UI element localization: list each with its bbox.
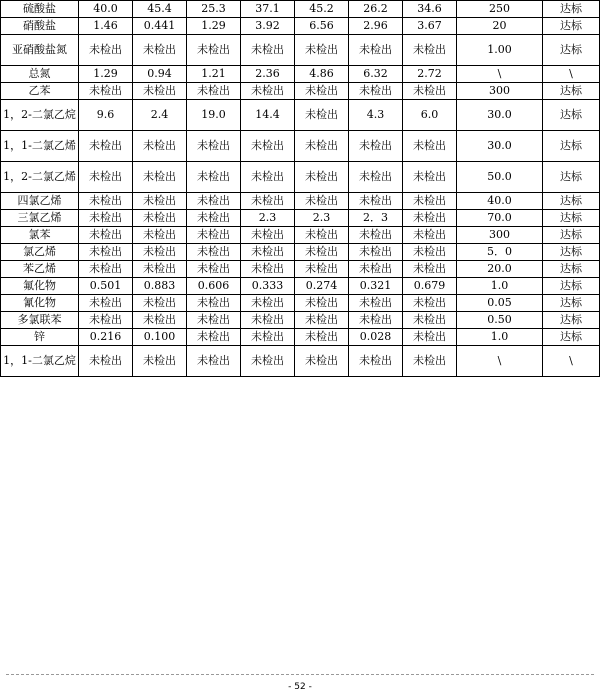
assessment-cell: 达标 <box>543 1 600 18</box>
measured-value-cell: 未检出 <box>133 312 187 329</box>
measured-value-cell: 0.321 <box>349 278 403 295</box>
measured-value-cell: 未检出 <box>349 131 403 162</box>
measured-value-cell: 未检出 <box>295 100 349 131</box>
measured-value-cell: 0.606 <box>187 278 241 295</box>
table-row <box>1 312 600 329</box>
table-row <box>1 346 600 377</box>
assessment-cell: \ <box>543 346 600 377</box>
measured-value-cell: 未检出 <box>133 244 187 261</box>
measured-value-cell: 未检出 <box>349 346 403 377</box>
measured-value-cell: 未检出 <box>79 210 133 227</box>
pollutant-name-cell: 总氮 <box>1 66 79 83</box>
measured-value-cell: 未检出 <box>403 261 457 278</box>
pollutant-name-cell: 氟化物 <box>1 278 79 295</box>
pollutant-name-cell: 硝酸盐 <box>1 18 79 35</box>
measured-value-cell: 未检出 <box>295 193 349 210</box>
assessment-cell: 达标 <box>543 193 600 210</box>
measured-value-cell: 34.6 <box>403 1 457 18</box>
assessment-cell: 达标 <box>543 35 600 66</box>
pollutant-name-cell: 1，2-二氯乙烯 <box>1 162 79 193</box>
measured-value-cell: 未检出 <box>295 227 349 244</box>
standard-limit-cell: 20 <box>457 18 543 35</box>
measured-value-cell: 未检出 <box>133 295 187 312</box>
standard-limit-cell: 0.05 <box>457 295 543 312</box>
measured-value-cell: 未检出 <box>79 295 133 312</box>
measured-value-cell: 3.92 <box>241 18 295 35</box>
measured-value-cell: 25.3 <box>187 1 241 18</box>
measured-value-cell: 2.3 <box>241 210 295 227</box>
table-row <box>1 83 600 100</box>
measured-value-cell: 未检出 <box>295 312 349 329</box>
measured-value-cell: 未检出 <box>79 244 133 261</box>
standard-limit-cell: 50.0 <box>457 162 543 193</box>
measured-value-cell: 14.4 <box>241 100 295 131</box>
measured-value-cell: 未检出 <box>349 193 403 210</box>
measured-value-cell: 未检出 <box>295 162 349 193</box>
assessment-cell: 达标 <box>543 83 600 100</box>
measured-value-cell: 未检出 <box>241 193 295 210</box>
measured-value-cell: 未检出 <box>403 210 457 227</box>
assessment-cell: 达标 <box>543 278 600 295</box>
measured-value-cell: 0.333 <box>241 278 295 295</box>
measured-value-cell: 40.0 <box>79 1 133 18</box>
table-row <box>1 329 600 346</box>
pollutant-name-cell: 1，1-二氯乙烯 <box>1 131 79 162</box>
measured-value-cell: 37.1 <box>241 1 295 18</box>
measured-value-cell: 未检出 <box>241 162 295 193</box>
standard-limit-cell: 300 <box>457 83 543 100</box>
measured-value-cell: 未检出 <box>349 312 403 329</box>
page-number: - 52 - <box>288 682 312 692</box>
measured-value-cell: 未检出 <box>79 346 133 377</box>
table-row <box>1 295 600 312</box>
measured-value-cell: 未检出 <box>187 35 241 66</box>
measured-value-cell: 未检出 <box>133 83 187 100</box>
measured-value-cell: 未检出 <box>241 261 295 278</box>
table-row <box>1 278 600 295</box>
measured-value-cell: 未检出 <box>79 83 133 100</box>
table-body <box>1 1 600 377</box>
measured-value-cell: 未检出 <box>349 227 403 244</box>
measured-value-cell: 未检出 <box>79 162 133 193</box>
standard-limit-cell: 1.0 <box>457 278 543 295</box>
measured-value-cell: 45.2 <box>295 1 349 18</box>
measured-value-cell: 未检出 <box>187 131 241 162</box>
table-row <box>1 244 600 261</box>
assessment-cell: 达标 <box>543 100 600 131</box>
table-row <box>1 261 600 278</box>
measured-value-cell: 未检出 <box>241 346 295 377</box>
measured-value-cell: 0.94 <box>133 66 187 83</box>
measured-value-cell: 未检出 <box>403 35 457 66</box>
standard-limit-cell: 1.00 <box>457 35 543 66</box>
measured-value-cell: 未检出 <box>187 329 241 346</box>
assessment-cell: 达标 <box>543 162 600 193</box>
standard-limit-cell: 250 <box>457 1 543 18</box>
table-row <box>1 35 600 66</box>
assessment-cell: 达标 <box>543 261 600 278</box>
measured-value-cell: 未检出 <box>403 244 457 261</box>
table-row <box>1 210 600 227</box>
measured-value-cell: 未检出 <box>187 346 241 377</box>
measured-value-cell: 0.679 <box>403 278 457 295</box>
standard-limit-cell: \ <box>457 66 543 83</box>
measured-value-cell: 未检出 <box>349 162 403 193</box>
pollutant-name-cell: 硫酸盐 <box>1 1 79 18</box>
measured-value-cell: 1.29 <box>79 66 133 83</box>
measured-value-cell: 0.883 <box>133 278 187 295</box>
footer-separator <box>6 674 594 675</box>
measured-value-cell: 未检出 <box>187 210 241 227</box>
measured-value-cell: 未检出 <box>133 193 187 210</box>
measured-value-cell: 未检出 <box>403 329 457 346</box>
measured-value-cell: 未检出 <box>241 35 295 66</box>
measured-value-cell: 0.216 <box>79 329 133 346</box>
standard-limit-cell: 40.0 <box>457 193 543 210</box>
measured-value-cell: 未检出 <box>241 329 295 346</box>
measured-value-cell: 未检出 <box>295 244 349 261</box>
assessment-cell: 达标 <box>543 227 600 244</box>
standard-limit-cell: 70.0 <box>457 210 543 227</box>
pollutant-name-cell: 氰化物 <box>1 295 79 312</box>
measured-value-cell: 未检出 <box>295 83 349 100</box>
assessment-cell: 达标 <box>543 329 600 346</box>
measured-value-cell: 0.441 <box>133 18 187 35</box>
measured-value-cell: 0.501 <box>79 278 133 295</box>
standard-limit-cell: 0.50 <box>457 312 543 329</box>
table-row <box>1 1 600 18</box>
standard-limit-cell: 5．0 <box>457 244 543 261</box>
measured-value-cell: 2.4 <box>133 100 187 131</box>
measured-value-cell: 未检出 <box>79 312 133 329</box>
pollutant-name-cell: 三氯乙烯 <box>1 210 79 227</box>
pollutant-name-cell: 锌 <box>1 329 79 346</box>
measured-value-cell: 未检出 <box>133 346 187 377</box>
measured-value-cell: 3.67 <box>403 18 457 35</box>
pollutant-name-cell: 氯乙烯 <box>1 244 79 261</box>
measured-value-cell: 未检出 <box>403 131 457 162</box>
measured-value-cell: 未检出 <box>349 244 403 261</box>
table-row <box>1 162 600 193</box>
measured-value-cell: 未检出 <box>349 295 403 312</box>
measured-value-cell: 未检出 <box>133 35 187 66</box>
measured-value-cell: 0.100 <box>133 329 187 346</box>
measured-value-cell: 2.96 <box>349 18 403 35</box>
measured-value-cell: 2．3 <box>349 210 403 227</box>
measured-value-cell: 未检出 <box>187 295 241 312</box>
pollutant-name-cell: 氯苯 <box>1 227 79 244</box>
pollutant-name-cell: 1，1-二氯乙烷 <box>1 346 79 377</box>
standard-limit-cell: 30.0 <box>457 131 543 162</box>
table-row <box>1 193 600 210</box>
measured-value-cell: 2.72 <box>403 66 457 83</box>
measured-value-cell: 未检出 <box>79 193 133 210</box>
measured-value-cell: 9.6 <box>79 100 133 131</box>
measured-value-cell: 未检出 <box>403 295 457 312</box>
pollutant-name-cell: 亚硝酸盐氮 <box>1 35 79 66</box>
measured-value-cell: 未检出 <box>349 83 403 100</box>
assessment-cell: 达标 <box>543 210 600 227</box>
measured-value-cell: 26.2 <box>349 1 403 18</box>
measured-value-cell: 1.21 <box>187 66 241 83</box>
pollutant-name-cell: 乙苯 <box>1 83 79 100</box>
measured-value-cell: 6.56 <box>295 18 349 35</box>
measured-value-cell: 未检出 <box>403 227 457 244</box>
table-row <box>1 131 600 162</box>
assessment-cell: 达标 <box>543 244 600 261</box>
assessment-cell: 达标 <box>543 312 600 329</box>
measured-value-cell: 未检出 <box>241 83 295 100</box>
table-row <box>1 18 600 35</box>
assessment-cell: 达标 <box>543 295 600 312</box>
standard-limit-cell: \ <box>457 346 543 377</box>
assessment-cell: 达标 <box>543 18 600 35</box>
pollutant-name-cell: 1，2-二氯乙烷 <box>1 100 79 131</box>
measured-value-cell: 未检出 <box>403 83 457 100</box>
pollutant-name-cell: 苯乙烯 <box>1 261 79 278</box>
table-row <box>1 227 600 244</box>
measured-value-cell: 未检出 <box>79 261 133 278</box>
measured-value-cell: 45.4 <box>133 1 187 18</box>
measured-value-cell: 未检出 <box>187 83 241 100</box>
measured-value-cell: 未检出 <box>79 227 133 244</box>
measured-value-cell: 未检出 <box>295 329 349 346</box>
table-row <box>1 66 600 83</box>
measured-value-cell: 未检出 <box>241 244 295 261</box>
measured-value-cell: 6.32 <box>349 66 403 83</box>
standard-limit-cell: 30.0 <box>457 100 543 131</box>
measured-value-cell: 1.46 <box>79 18 133 35</box>
measured-value-cell: 2.36 <box>241 66 295 83</box>
measured-value-cell: 未检出 <box>403 312 457 329</box>
measured-value-cell: 未检出 <box>133 227 187 244</box>
measured-value-cell: 未检出 <box>187 162 241 193</box>
measured-value-cell: 未检出 <box>295 261 349 278</box>
measured-value-cell: 未检出 <box>295 35 349 66</box>
measured-value-cell: 未检出 <box>241 295 295 312</box>
measured-value-cell: 未检出 <box>133 261 187 278</box>
measured-value-cell: 未检出 <box>349 35 403 66</box>
standard-limit-cell: 1.0 <box>457 329 543 346</box>
measured-value-cell: 19.0 <box>187 100 241 131</box>
table-row <box>1 100 600 131</box>
measured-value-cell: 未检出 <box>133 162 187 193</box>
measured-value-cell: 未检出 <box>133 131 187 162</box>
assessment-cell: \ <box>543 66 600 83</box>
measured-value-cell: 未检出 <box>295 131 349 162</box>
measured-value-cell: 未检出 <box>79 131 133 162</box>
measured-value-cell: 4.3 <box>349 100 403 131</box>
measured-value-cell: 1.29 <box>187 18 241 35</box>
measured-value-cell: 未检出 <box>187 227 241 244</box>
pollutant-name-cell: 多氯联苯 <box>1 312 79 329</box>
measured-value-cell: 2.3 <box>295 210 349 227</box>
measured-value-cell: 未检出 <box>79 35 133 66</box>
measured-value-cell: 未检出 <box>349 261 403 278</box>
standard-limit-cell: 300 <box>457 227 543 244</box>
measured-value-cell: 未检出 <box>187 312 241 329</box>
measured-value-cell: 未检出 <box>403 346 457 377</box>
measured-value-cell: 未检出 <box>295 346 349 377</box>
measured-value-cell: 未检出 <box>295 295 349 312</box>
measured-value-cell: 未检出 <box>241 227 295 244</box>
measured-value-cell: 未检出 <box>403 162 457 193</box>
measured-value-cell: 0.274 <box>295 278 349 295</box>
measured-value-cell: 6.0 <box>403 100 457 131</box>
measured-value-cell: 未检出 <box>187 193 241 210</box>
measured-value-cell: 未检出 <box>403 193 457 210</box>
measured-value-cell: 未检出 <box>133 210 187 227</box>
measured-value-cell: 未检出 <box>187 244 241 261</box>
measured-value-cell: 4.86 <box>295 66 349 83</box>
assessment-cell: 达标 <box>543 131 600 162</box>
measured-value-cell: 0.028 <box>349 329 403 346</box>
pollutant-name-cell: 四氯乙烯 <box>1 193 79 210</box>
measured-value-cell: 未检出 <box>241 131 295 162</box>
measured-value-cell: 未检出 <box>241 312 295 329</box>
measured-value-cell: 未检出 <box>187 261 241 278</box>
standard-limit-cell: 20.0 <box>457 261 543 278</box>
